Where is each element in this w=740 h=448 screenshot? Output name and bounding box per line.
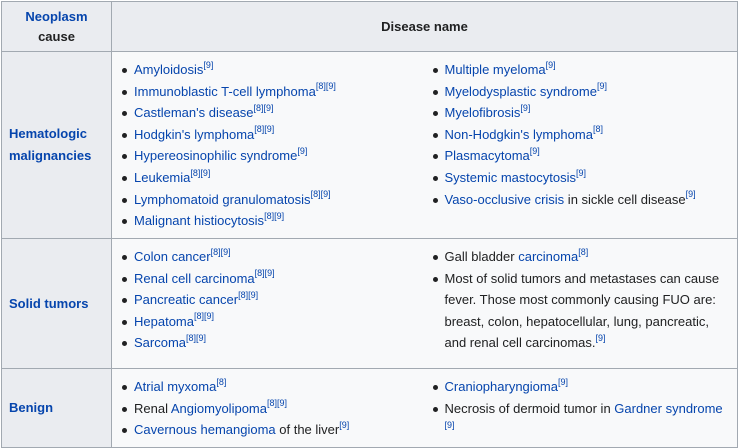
list-item <box>429 376 732 398</box>
list-item <box>118 376 421 398</box>
disease-column-right <box>421 59 732 232</box>
reference-superscript <box>596 333 606 343</box>
reference-superscript <box>254 103 274 113</box>
reference-link[interactable]: [8][9] <box>193 311 214 322</box>
list-item <box>429 398 732 441</box>
list-item <box>118 419 421 441</box>
reference-superscript <box>211 247 231 257</box>
disease-list-cell <box>112 239 738 369</box>
header-cause-line1: Neoplasm <box>25 8 88 24</box>
disease-link[interactable]: Myelodysplastic syndrome <box>444 83 597 99</box>
disease-link[interactable]: carcinoma <box>518 249 579 264</box>
reference-link[interactable]: [8] <box>216 376 227 387</box>
list-item <box>429 246 732 268</box>
reference-link[interactable]: [8][9] <box>254 124 275 135</box>
table-row <box>2 52 738 239</box>
reference-link[interactable]: [9] <box>444 419 455 430</box>
reference-link[interactable]: [8][9] <box>210 246 231 257</box>
reference-superscript <box>578 247 588 257</box>
disease-list-cell <box>112 369 738 448</box>
reference-link[interactable]: [8] <box>592 124 603 135</box>
neoplasm-cause-cell[interactable] <box>2 239 112 369</box>
list-item <box>118 81 421 103</box>
reference-superscript <box>530 146 540 156</box>
list-item <box>118 398 421 420</box>
disease-link[interactable]: Hypereosinophilic syndrome <box>134 148 298 164</box>
reference-link[interactable]: [8][9] <box>254 268 275 279</box>
neoplasm-cause-cell[interactable] <box>2 369 112 448</box>
list-item <box>429 167 732 189</box>
reference-superscript <box>255 268 275 278</box>
disease-link[interactable]: Malignant histiocytosis <box>134 213 265 229</box>
cause-label[interactable]: malignancies <box>9 148 92 163</box>
reference-superscript <box>520 103 530 113</box>
disease-link[interactable]: Pancreatic cancer <box>134 292 239 308</box>
list-item <box>118 167 421 189</box>
reference-superscript <box>339 420 349 430</box>
reference-link[interactable]: [8][9] <box>253 102 274 113</box>
reference-superscript <box>254 124 274 134</box>
list-item <box>118 102 421 124</box>
header-row <box>2 2 738 52</box>
reference-superscript <box>297 146 307 156</box>
disease-link[interactable]: Multiple myeloma <box>444 62 546 77</box>
list-item <box>118 289 421 311</box>
disease-link[interactable]: Cavernous hemangioma <box>134 422 276 438</box>
list-item <box>118 246 421 268</box>
reference-link[interactable]: [9] <box>339 419 350 430</box>
list-item <box>429 145 732 167</box>
table-row <box>2 369 738 448</box>
disease-link[interactable]: Castleman's disease <box>134 105 254 121</box>
disease-column-left <box>118 246 421 354</box>
reference-superscript <box>190 168 210 178</box>
item-text: Renal <box>134 400 171 416</box>
disease-link[interactable]: Immunoblastic T-cell lymphoma <box>134 83 316 99</box>
disease-link[interactable]: Lymphomatoid granulomatosis <box>134 191 311 207</box>
reference-link[interactable]: [8][9] <box>266 398 287 409</box>
disease-link[interactable]: Hepatoma <box>134 313 194 329</box>
reference-link[interactable]: [9] <box>545 59 556 70</box>
disease-columns <box>118 376 731 441</box>
disease-column-right <box>421 376 732 441</box>
reference-link[interactable]: [9] <box>297 146 308 157</box>
disease-list <box>429 59 732 210</box>
list-item <box>118 332 421 354</box>
cause-label[interactable]: Hematologic <box>9 126 88 141</box>
reference-link[interactable]: [8][9] <box>238 289 259 300</box>
reference-link[interactable]: [9] <box>529 146 540 157</box>
reference-link[interactable]: [8][9] <box>315 81 336 92</box>
reference-link[interactable]: [9] <box>203 59 214 70</box>
reference-superscript <box>445 420 455 430</box>
disease-column-right <box>421 246 732 354</box>
disease-link[interactable]: Myelofibrosis <box>444 105 521 121</box>
disease-list-cell <box>112 52 738 239</box>
reference-superscript <box>316 81 336 91</box>
list-item <box>429 81 732 103</box>
disease-link[interactable]: Renal cell carcinoma <box>134 270 255 286</box>
list-item <box>118 268 421 290</box>
reference-superscript <box>686 189 696 199</box>
list-item <box>429 59 732 81</box>
disease-link[interactable]: Atrial myxoma <box>134 379 217 394</box>
reference-superscript <box>203 60 213 70</box>
disease-link[interactable]: Systemic mastocytosis <box>444 169 576 185</box>
reference-superscript <box>593 124 603 134</box>
reference-superscript <box>267 398 287 408</box>
list-item <box>118 145 421 167</box>
reference-link[interactable]: [8][9] <box>264 210 285 221</box>
disease-link[interactable]: Craniopharyngioma <box>444 379 558 394</box>
reference-link[interactable]: [9] <box>520 102 531 113</box>
reference-link[interactable]: [8][9] <box>186 333 207 344</box>
list-item <box>429 268 732 354</box>
reference-link[interactable]: [8] <box>578 246 589 257</box>
disease-column-left <box>118 376 421 441</box>
neoplasm-fever-table <box>1 1 738 448</box>
reference-link[interactable]: [8][9] <box>310 189 331 200</box>
item-text: Necrosis of dermoid tumor in <box>444 400 615 416</box>
list-item <box>429 124 732 146</box>
disease-columns <box>118 246 731 354</box>
disease-link[interactable]: Angiomyolipoma <box>170 400 267 416</box>
reference-superscript <box>216 377 226 387</box>
disease-link[interactable]: Hodgkin's lymphoma <box>134 126 255 142</box>
reference-superscript <box>186 333 206 343</box>
header-neoplasm-cause <box>2 2 112 52</box>
reference-superscript <box>597 81 607 91</box>
cause-label[interactable]: Solid tumors <box>9 295 89 311</box>
disease-columns <box>118 59 731 232</box>
disease-link[interactable]: Vaso-occlusive crisis <box>444 191 565 207</box>
list-item <box>118 124 421 146</box>
reference-superscript <box>546 60 556 70</box>
reference-superscript <box>194 311 214 321</box>
disease-list <box>118 59 421 232</box>
disease-link[interactable]: Colon cancer <box>134 249 211 264</box>
reference-link[interactable]: [9] <box>596 81 607 92</box>
reference-superscript <box>238 290 258 300</box>
reference-link[interactable]: [9] <box>595 333 606 344</box>
reference-link[interactable]: [9] <box>575 167 586 178</box>
list-item <box>118 210 421 232</box>
list-item <box>118 189 421 211</box>
reference-superscript <box>576 168 586 178</box>
disease-list <box>429 246 732 354</box>
list-item <box>429 189 732 211</box>
disease-list <box>118 376 421 441</box>
item-text: Gall bladder <box>444 249 519 264</box>
header-disease-name: Disease name <box>112 2 738 52</box>
header-cause-line2: cause <box>38 28 75 44</box>
disease-list <box>118 246 421 354</box>
disease-list <box>429 376 732 441</box>
disease-link[interactable]: Non-Hodgkin's lymphoma <box>444 126 593 142</box>
item-text: in sickle cell disease <box>564 191 686 207</box>
disease-link[interactable]: Amyloidosis <box>134 62 204 77</box>
reference-superscript <box>311 189 331 199</box>
disease-column-left <box>118 59 421 232</box>
item-text: of the liver <box>275 422 340 438</box>
disease-link[interactable]: Plasmacytoma <box>444 148 530 164</box>
table-row <box>2 239 738 369</box>
item-text: Most of solid tumors and metastases can cause fever. Those most commonly causing FUO are: breast, colon, hepatocellular, lung, pancreatic, and renal cell carcinomas. <box>444 270 720 351</box>
reference-superscript <box>264 211 284 221</box>
cause-label[interactable]: Benign <box>9 399 54 415</box>
disease-link[interactable]: Sarcoma <box>134 335 187 351</box>
list-item <box>118 311 421 333</box>
list-item <box>429 102 732 124</box>
reference-link[interactable]: [9] <box>557 376 568 387</box>
list-item <box>118 59 421 81</box>
neoplasm-cause-cell[interactable] <box>2 52 112 239</box>
reference-link[interactable]: [8][9] <box>190 167 211 178</box>
reference-link[interactable]: [9] <box>685 189 696 200</box>
reference-superscript <box>558 377 568 387</box>
disease-link[interactable]: Gardner syndrome <box>614 400 723 416</box>
disease-link[interactable]: Leukemia <box>134 169 191 185</box>
